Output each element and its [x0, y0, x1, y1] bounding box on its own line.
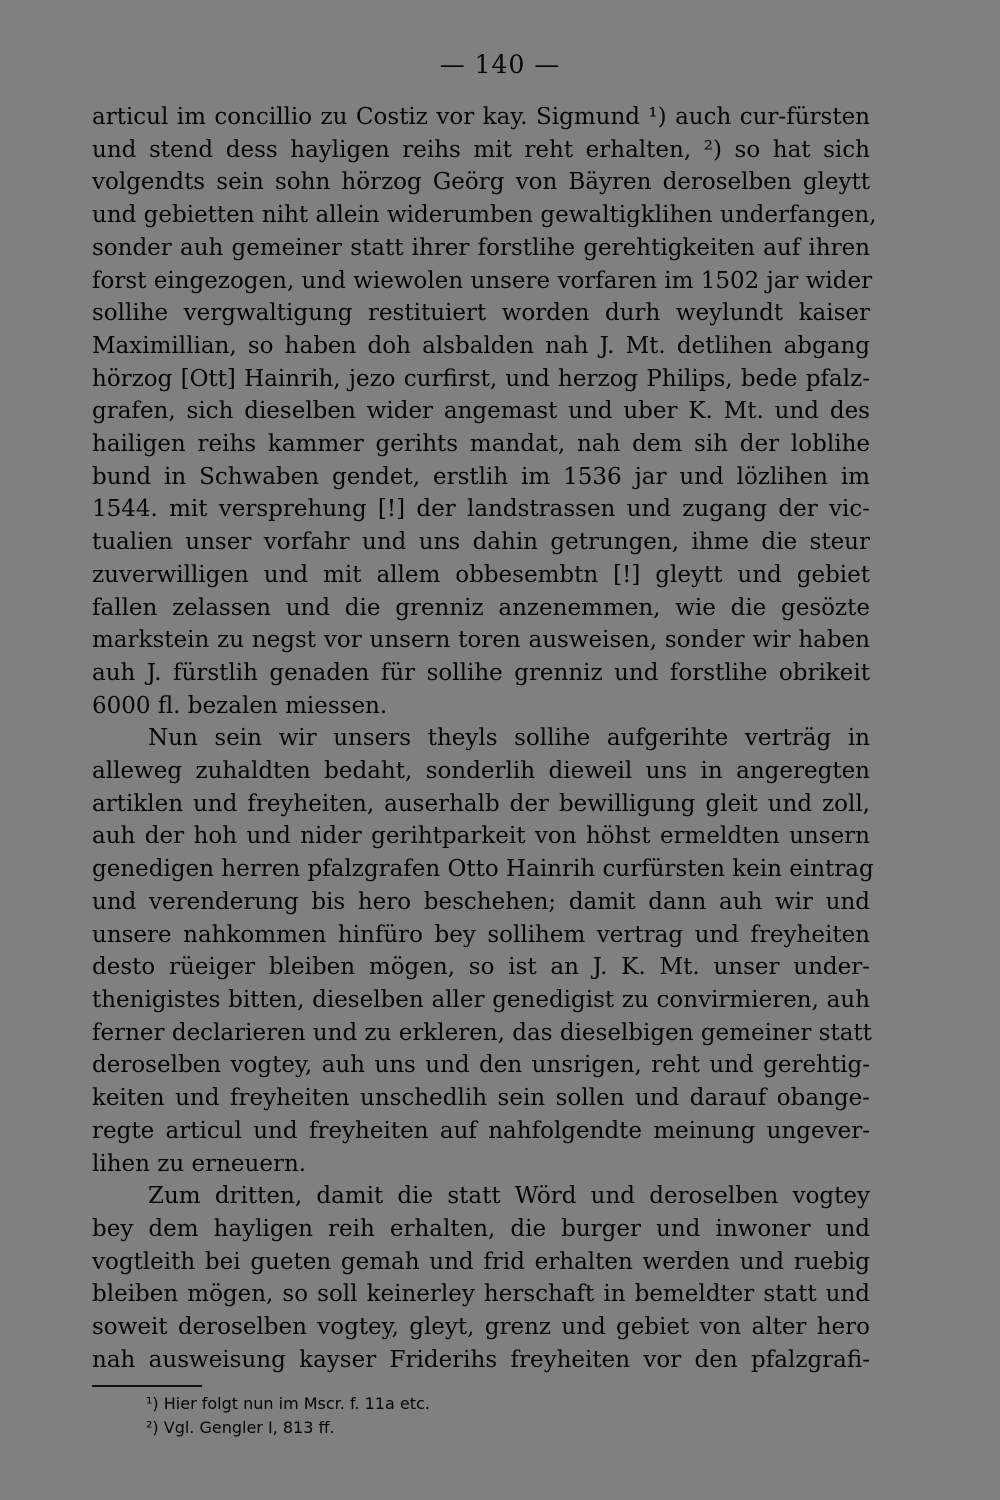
body-text	[92, 101, 877, 1376]
text-line: tualien unser vorfahr und uns dahin getrungen, ihme die steur	[92, 529, 870, 556]
footnote-2: ²) Vgl. Gengler I, 813 ff.	[146, 1418, 335, 1437]
text-line: regte articul und freyheiten auf nahfolgendte meinung ungever-	[92, 1117, 870, 1144]
text-line: und stend dess hayligen reihs mit reht erhalten, ²) so hat sich	[92, 136, 870, 163]
text-line: sonder auh gemeiner statt ihrer forstlihe gerehtigkeiten auf ihren	[92, 234, 870, 261]
text-line: desto rüeiger bleiben mögen, so ist an J. K. Mt. unser under-	[92, 954, 870, 981]
text-line: markstein zu negst vor unsern toren ausweisen, sonder wir haben	[92, 627, 870, 654]
text-line: 6000 fl. bezalen miessen.	[92, 692, 388, 719]
text-line: vogtleith bei gueten gemah und frid erhalten werden und ruebig	[92, 1248, 870, 1275]
text-line: zuverwilligen und mit allem obbesembtn [!] gleytt und gebiet	[92, 561, 870, 588]
text-line: ferner declarieren und zu erkleren, das dieselbigen gemeiner statt	[92, 1019, 872, 1046]
paragraph-1	[92, 101, 877, 722]
footnote-1: ¹) Hier folgt nun im Mscr. f. 11a etc.	[146, 1394, 430, 1413]
text-line: nah ausweisung kayser Friderihs freyheiten vor den pfalzgrafi-	[92, 1346, 870, 1373]
text-line: soweit deroselben vogtey, gleyt, grenz und gebiet von alter hero	[92, 1314, 870, 1341]
page-number: — 140 —	[439, 50, 561, 79]
text-line: volgendts sein sohn hörzog Geörg von Bäyren deroselben gleytt	[92, 169, 870, 196]
text-line: bund in Schwaben gendet, erstlih im 1536 jar und lözlihen im	[92, 463, 870, 490]
text-line: keiten und freyheiten unschedlih sein sollen und darauf obange-	[92, 1085, 870, 1112]
text-line: lihen zu erneuern.	[92, 1150, 307, 1177]
text-line: alleweg zuhaldten bedaht, sonderlih dieweil uns in angeregten	[92, 758, 870, 785]
text-line: fallen zelassen und die grenniz anzenemmen, wie die gesözte	[92, 594, 870, 621]
text-line: Nun sein wir unsers theyls sollihe aufgerihte verträg in	[148, 725, 870, 752]
text-line: sollihe vergwaltigung restituiert worden durh weylundt kaiser	[92, 300, 870, 327]
text-line: unsere nahkommen hinfüro bey sollihem vertrag und freyheiten	[92, 921, 870, 948]
text-line: artiklen und freyheiten, auserhalb der bewilligung gleit und zoll,	[92, 790, 870, 817]
text-line: bleiben mögen, so soll keinerley herschaft in bemeldter statt und	[92, 1281, 870, 1308]
footnote-divider	[92, 1385, 202, 1387]
text-line: und verenderung bis hero beschehen; damit dann auh wir und	[92, 888, 870, 915]
text-line: articul im concillio zu Costiz vor kay. Sigmund ¹) auch cur-fürsten	[92, 104, 870, 130]
text-line: bey dem hayligen reih erhalten, die burger und inwoner und	[92, 1215, 870, 1242]
footnotes	[146, 1392, 846, 1440]
text-line: hörzog [Ott] Hainrih, jezo curfirst, und herzog Philips, bede pfalz-	[92, 365, 870, 392]
text-line: forst eingezogen, und wiewolen unsere vorfaren im 1502 jar wider	[92, 267, 873, 294]
text-line: auh J. fürstlih genaden für sollihe grenniz und forstlihe obrikeit	[92, 659, 870, 686]
text-line: auh der hoh und nider gerihtparkeit von höhst ermeldten unsern	[92, 823, 870, 850]
text-line: deroselben vogtey, auh uns und den unsrigen, reht und gerehtig-	[92, 1052, 870, 1079]
text-line: grafen, sich dieselben wider angemast und uber K. Mt. und des	[92, 398, 870, 425]
paragraph-3	[92, 1180, 870, 1376]
paragraph-2	[92, 722, 874, 1180]
text-line: thenigistes bitten, dieselben aller genedigist zu convirmieren, auh	[92, 986, 870, 1013]
text-line: hailigen reihs kammer gerihts mandat, nah dem sih der loblihe	[92, 431, 870, 458]
text-line: Maximillian, so haben doh alsbalden nah J. Mt. detlihen abgang	[92, 332, 870, 359]
text-line: genedigen herren pfalzgrafen Otto Hainrih curfürsten kein eintrag	[92, 856, 874, 883]
text-line: und gebietten niht allein widerumben gewaltigklihen underfangen,	[92, 202, 877, 229]
text-line: 1544. mit versprehung [!] der landstrassen und zugang der vic-	[92, 496, 870, 523]
text-line: Zum dritten, damit die statt Wörd und deroselben vogtey	[148, 1183, 870, 1210]
